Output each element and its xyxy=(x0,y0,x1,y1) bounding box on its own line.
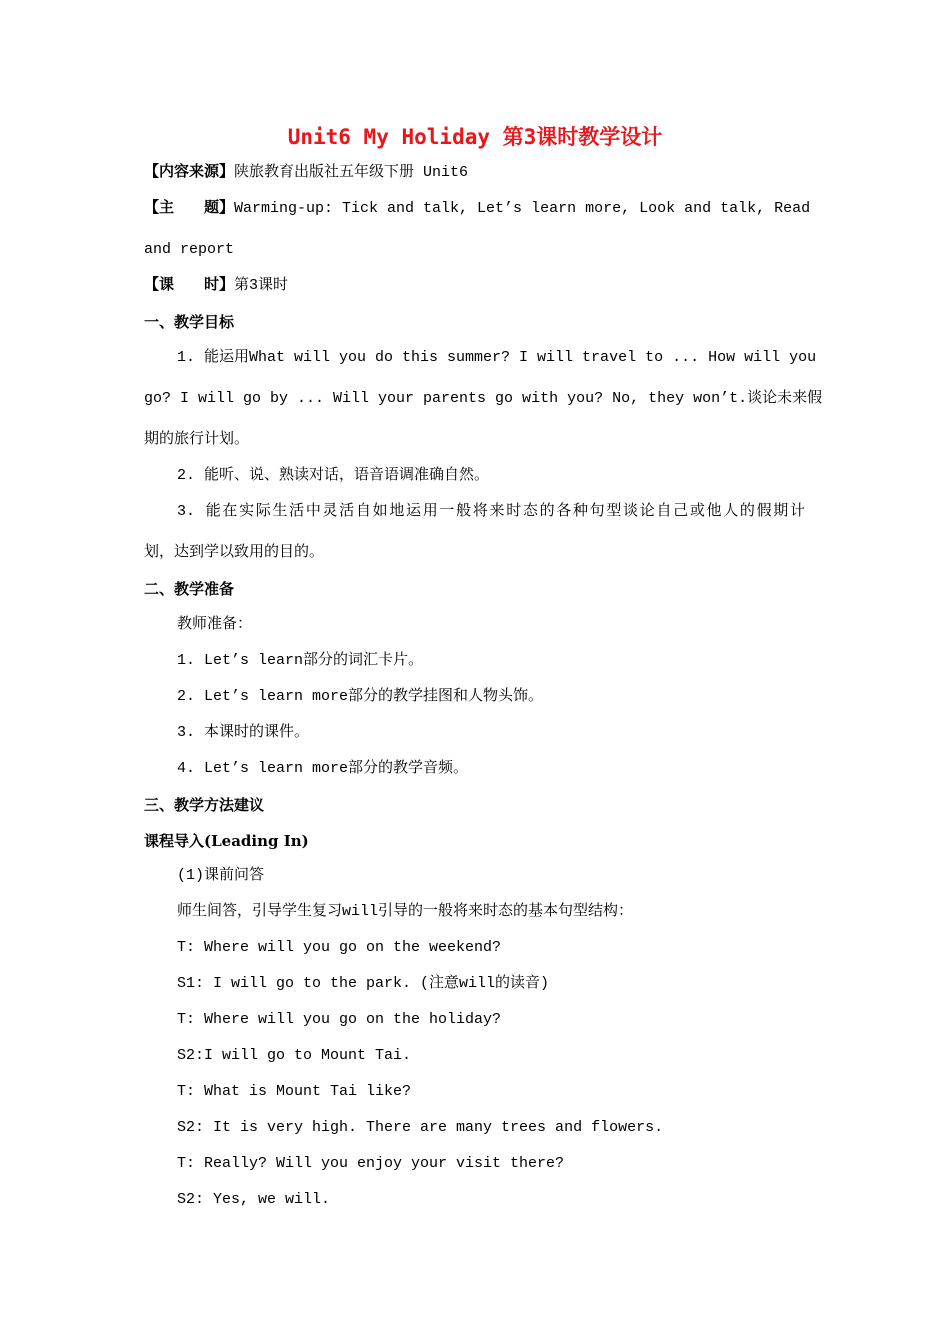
dialog-line: S1: I will go to the park. (注意will的读音) xyxy=(177,975,550,992)
document-title: Unit6 My Holiday 第3课时教学设计 xyxy=(287,125,663,149)
prep-intro: 教师准备： xyxy=(177,616,253,633)
content-source-line xyxy=(144,163,808,183)
prep-item-4: 4. Let’s learn more部分的教学音频。 xyxy=(177,760,469,777)
content-source-label: 【内容来源】 xyxy=(144,164,235,181)
goal-item-3-line-2: 划，达到学以致用的目的。 xyxy=(144,544,325,561)
goal-item-3-line-1: 3. 能在实际生活中灵活自如地运用一般将来时态的各种句型谈论自己或他人的假期计 xyxy=(177,503,805,520)
step-description: 师生间答，引导学生复习will引导的一般将来时态的基本句型结构： xyxy=(177,903,634,920)
goal-item-1-line-2: go? I will go by ... Will your parents go with you? No, they won’t.谈论未来假 xyxy=(144,390,823,407)
topic-value: Warming-up: Tick and talk, Let’s learn more, Look and talk, Read xyxy=(234,200,811,217)
step-label: (1)课前问答 xyxy=(177,867,265,884)
dialog-line: T: Where will you go on the weekend? xyxy=(177,939,502,956)
topic-line-cont: and report xyxy=(144,241,235,258)
prep-item-3: 3. 本课时的课件。 xyxy=(177,724,310,741)
goal-item-1-line-3: 期的旅行计划。 xyxy=(144,431,250,448)
topic-line xyxy=(144,199,811,219)
section-heading-goals: 一、教学目标 xyxy=(144,313,235,331)
goal-item-1-line-1: 1. 能运用What will you do this summer? I will travel to ... How will you xyxy=(177,349,817,366)
period-line xyxy=(144,276,808,296)
period-label: 【课 时】 xyxy=(144,277,235,294)
dialog-line: S2:I will go to Mount Tai. xyxy=(177,1047,412,1064)
content-source-value: 陕旅教育出版社五年级下册 Unit6 xyxy=(234,164,469,181)
prep-item-1: 1. Let’s learn部分的词汇卡片。 xyxy=(177,652,424,669)
dialog-line: T: What is Mount Tai like? xyxy=(177,1083,412,1100)
dialog-line: T: Where will you go on the holiday? xyxy=(177,1011,502,1028)
dialog-line: S2: Yes, we will. xyxy=(177,1191,331,1208)
subheading-leading-in: 课程导入(Leading In) xyxy=(144,832,309,850)
topic-label: 【主 题】 xyxy=(144,200,235,217)
dialog-line: S2: It is very high. There are many trees and flowers. xyxy=(177,1119,664,1136)
period-value: 第3课时 xyxy=(234,277,289,294)
section-heading-prep: 二、教学准备 xyxy=(144,580,235,598)
section-heading-methods: 三、教学方法建议 xyxy=(144,796,265,814)
dialog-line: T: Really? Will you enjoy your visit there? xyxy=(177,1155,565,1172)
goal-item-2: 2. 能听、说、熟读对话，语音语调准确自然。 xyxy=(177,467,490,484)
prep-item-2: 2. Let’s learn more部分的教学挂图和人物头饰。 xyxy=(177,688,544,705)
